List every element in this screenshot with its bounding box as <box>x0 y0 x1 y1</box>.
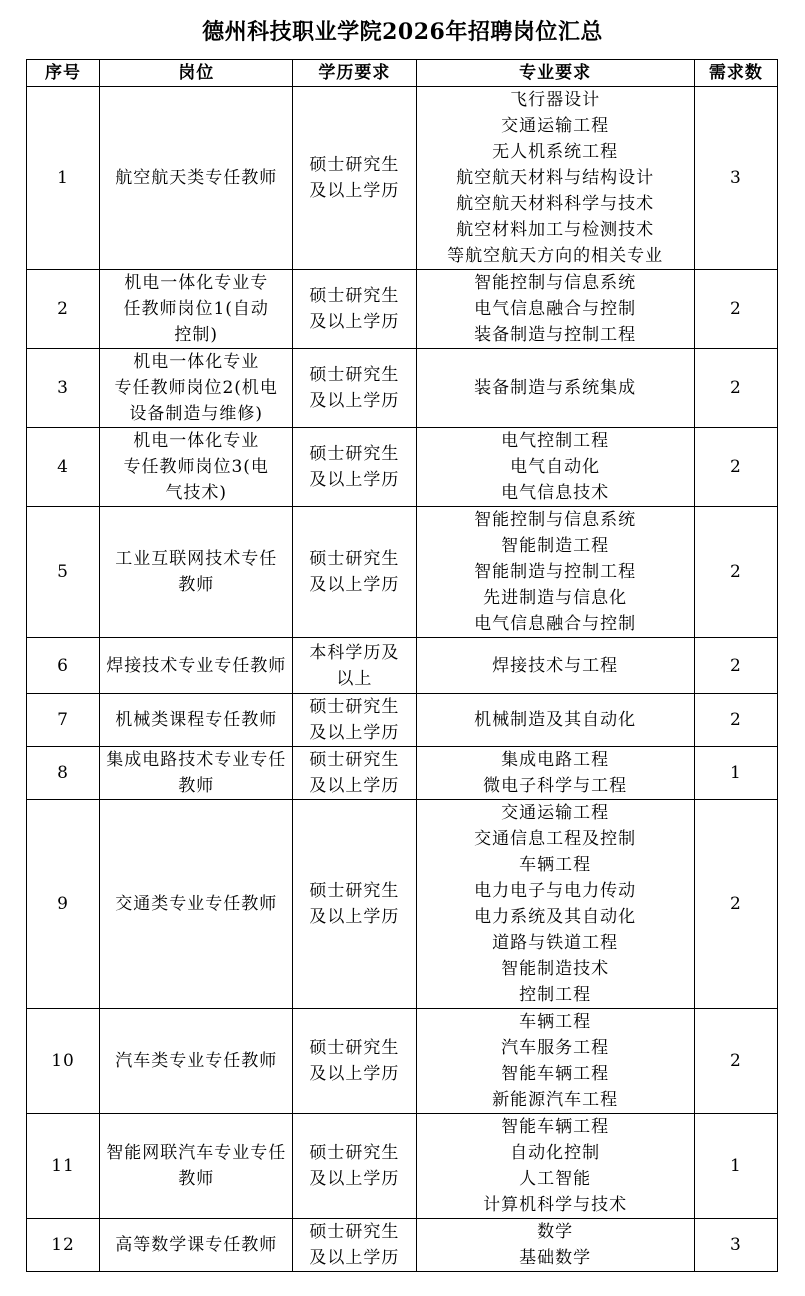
cell-major <box>416 270 694 349</box>
cell-position <box>100 1219 293 1272</box>
cell-position <box>100 638 293 694</box>
major-item: 集成电路工程 <box>501 750 610 770</box>
cell-position <box>100 747 293 800</box>
major-item: 电气自动化 <box>510 457 601 477</box>
major-item: 汽车服务工程 <box>501 1038 610 1058</box>
position-line: 交通类专业专任教师 <box>115 894 278 914</box>
position-line: 机电一体化专业 <box>133 431 260 451</box>
table-row <box>27 1009 778 1114</box>
table-row <box>27 638 778 694</box>
major-item: 智能制造工程 <box>501 536 610 556</box>
cell-position <box>100 1114 293 1219</box>
major-item: 车辆工程 <box>519 855 592 875</box>
table-row <box>27 349 778 428</box>
table-row <box>27 800 778 1009</box>
education-line: 硕士研究生 <box>309 881 400 901</box>
position-line: 教师 <box>178 776 215 796</box>
position-line: 航空航天类专任教师 <box>115 168 278 188</box>
cell-count: 3 <box>694 87 777 270</box>
cell-position <box>100 87 293 270</box>
major-item: 智能车辆工程 <box>501 1064 610 1084</box>
table-row <box>27 507 778 638</box>
positions-table <box>26 59 778 1272</box>
education-line: 硕士研究生 <box>309 1143 400 1163</box>
education-line: 及以上学历 <box>309 907 400 927</box>
major-item: 电气控制工程 <box>501 431 610 451</box>
major-item: 航空航天材料与结构设计 <box>456 168 655 188</box>
cell-education <box>293 1114 416 1219</box>
major-item: 电气信息技术 <box>501 483 610 503</box>
cell-major <box>416 428 694 507</box>
major-item: 电力电子与电力传动 <box>474 881 637 901</box>
cell-count: 2 <box>694 270 777 349</box>
cell-count: 1 <box>694 1114 777 1219</box>
major-item: 道路与铁道工程 <box>492 933 619 953</box>
position-line: 专任教师岗位3(电 <box>123 457 269 477</box>
major-item: 车辆工程 <box>519 1012 592 1032</box>
position-line: 设备制造与维修) <box>129 404 264 424</box>
cell-no: 4 <box>27 428 100 507</box>
position-line: 高等数学课专任教师 <box>115 1235 278 1255</box>
cell-count: 2 <box>694 507 777 638</box>
major-item: 交通运输工程 <box>501 116 610 136</box>
header-count: 需求数 <box>694 60 777 87</box>
position-line: 控制) <box>174 325 219 345</box>
education-line: 及以上学历 <box>309 575 400 595</box>
cell-major <box>416 694 694 747</box>
major-item: 装备制造与控制工程 <box>474 325 637 345</box>
cell-count: 1 <box>694 747 777 800</box>
cell-position <box>100 800 293 1009</box>
major-item: 机械制造及其自动化 <box>474 710 637 730</box>
major-item: 装备制造与系统集成 <box>474 378 637 398</box>
cell-education <box>293 800 416 1009</box>
education-line: 硕士研究生 <box>309 750 400 770</box>
education-line: 硕士研究生 <box>309 549 400 569</box>
major-item: 电气信息融合与控制 <box>474 299 637 319</box>
education-line: 硕士研究生 <box>309 365 400 385</box>
cell-count: 2 <box>694 1009 777 1114</box>
cell-major <box>416 507 694 638</box>
header-no: 序号 <box>27 60 100 87</box>
education-line: 硕士研究生 <box>309 1222 400 1242</box>
cell-education <box>293 694 416 747</box>
education-line: 及以上学历 <box>309 1169 400 1189</box>
major-item: 无人机系统工程 <box>492 142 619 162</box>
position-line: 集成电路技术专业专任 <box>106 750 287 770</box>
education-line: 及以上学历 <box>309 391 400 411</box>
education-line: 硕士研究生 <box>309 444 400 464</box>
table-body <box>27 87 778 1272</box>
cell-major <box>416 747 694 800</box>
cell-education <box>293 1219 416 1272</box>
education-line: 以上 <box>336 668 373 689</box>
position-line: 教师 <box>178 575 215 595</box>
table-row <box>27 270 778 349</box>
major-item: 自动化控制 <box>510 1143 601 1163</box>
education-line: 及以上学历 <box>309 1248 400 1268</box>
table-row <box>27 747 778 800</box>
cell-no: 12 <box>27 1219 100 1272</box>
major-item: 先进制造与信息化 <box>483 588 628 608</box>
major-item: 飞行器设计 <box>510 90 601 110</box>
major-item: 等航空航天方向的相关专业 <box>447 246 664 266</box>
cell-major <box>416 349 694 428</box>
cell-position <box>100 1009 293 1114</box>
cell-position <box>100 349 293 428</box>
cell-count: 2 <box>694 800 777 1009</box>
major-item: 新能源汽车工程 <box>492 1090 619 1110</box>
cell-position <box>100 428 293 507</box>
education-line: 及以上学历 <box>309 181 400 201</box>
page-title: 德州科技职业学院2026年招聘岗位汇总 <box>202 19 603 45</box>
position-line: 任教师岗位1(自动 <box>123 299 269 319</box>
major-item: 电力系统及其自动化 <box>474 907 637 927</box>
major-item: 基础数学 <box>519 1248 592 1268</box>
cell-education <box>293 87 416 270</box>
major-item: 智能制造与控制工程 <box>474 562 637 582</box>
cell-major <box>416 800 694 1009</box>
cell-major <box>416 1114 694 1219</box>
education-line: 硕士研究生 <box>309 155 400 175</box>
cell-no: 5 <box>27 507 100 638</box>
cell-education <box>293 638 416 694</box>
header-position: 岗位 <box>100 60 293 87</box>
position-line: 工业互联网技术专任 <box>115 549 278 569</box>
cell-major <box>416 87 694 270</box>
position-line: 焊接技术专业专任教师 <box>106 655 287 676</box>
cell-no: 8 <box>27 747 100 800</box>
major-item: 电气信息融合与控制 <box>474 614 637 634</box>
cell-count: 2 <box>694 428 777 507</box>
cell-no: 10 <box>27 1009 100 1114</box>
header-major: 专业要求 <box>416 60 694 87</box>
position-line: 机械类课程专任教师 <box>115 710 278 730</box>
cell-education <box>293 270 416 349</box>
position-line: 机电一体化专业专 <box>124 273 269 293</box>
cell-position <box>100 270 293 349</box>
education-line: 及以上学历 <box>309 470 400 490</box>
cell-major <box>416 1219 694 1272</box>
major-item: 数学 <box>537 1222 574 1242</box>
major-item: 人工智能 <box>519 1169 592 1189</box>
cell-education <box>293 349 416 428</box>
major-item: 交通信息工程及控制 <box>474 829 637 849</box>
position-line: 教师 <box>178 1169 215 1189</box>
cell-education <box>293 428 416 507</box>
cell-count: 2 <box>694 638 777 694</box>
table-row <box>27 428 778 507</box>
major-item: 智能控制与信息系统 <box>474 510 637 530</box>
major-item: 智能车辆工程 <box>501 1117 610 1137</box>
cell-education <box>293 747 416 800</box>
cell-count: 2 <box>694 349 777 428</box>
cell-count: 3 <box>694 1219 777 1272</box>
table-row <box>27 87 778 270</box>
major-item: 航空航天材料科学与技术 <box>456 194 655 214</box>
education-line: 硕士研究生 <box>309 697 400 717</box>
education-line: 硕士研究生 <box>309 286 400 306</box>
table-row <box>27 1219 778 1272</box>
major-item: 焊接技术与工程 <box>492 655 619 676</box>
cell-count: 2 <box>694 694 777 747</box>
education-line: 及以上学历 <box>309 776 400 796</box>
position-line: 汽车类专业专任教师 <box>115 1051 278 1071</box>
education-line: 及以上学历 <box>309 1064 400 1084</box>
header-education: 学历要求 <box>293 60 416 87</box>
position-line: 气技术) <box>165 483 228 503</box>
table-row <box>27 1114 778 1219</box>
cell-no: 9 <box>27 800 100 1009</box>
education-line: 本科学历及 <box>309 642 400 663</box>
major-item: 航空材料加工与检测技术 <box>456 220 655 240</box>
major-item: 微电子科学与工程 <box>483 776 628 796</box>
table-row <box>27 694 778 747</box>
cell-major <box>416 1009 694 1114</box>
table-header-row <box>27 60 778 87</box>
major-item: 计算机科学与技术 <box>483 1195 628 1215</box>
major-item: 控制工程 <box>519 985 592 1005</box>
education-line: 硕士研究生 <box>309 1038 400 1058</box>
education-line: 及以上学历 <box>309 723 400 743</box>
cell-no: 6 <box>27 638 100 694</box>
cell-major <box>416 638 694 694</box>
cell-no: 11 <box>27 1114 100 1219</box>
education-line: 及以上学历 <box>309 312 400 332</box>
cell-no: 3 <box>27 349 100 428</box>
cell-position <box>100 507 293 638</box>
position-line: 专任教师岗位2(机电 <box>114 378 278 398</box>
position-line: 智能网联汽车专业专任 <box>106 1143 287 1163</box>
cell-no: 1 <box>27 87 100 270</box>
major-item: 智能制造技术 <box>501 959 610 979</box>
cell-position <box>100 694 293 747</box>
cell-no: 2 <box>27 270 100 349</box>
major-item: 交通运输工程 <box>501 803 610 823</box>
cell-education <box>293 1009 416 1114</box>
cell-education <box>293 507 416 638</box>
position-line: 机电一体化专业 <box>133 352 260 372</box>
major-item: 智能控制与信息系统 <box>474 273 637 293</box>
cell-no: 7 <box>27 694 100 747</box>
